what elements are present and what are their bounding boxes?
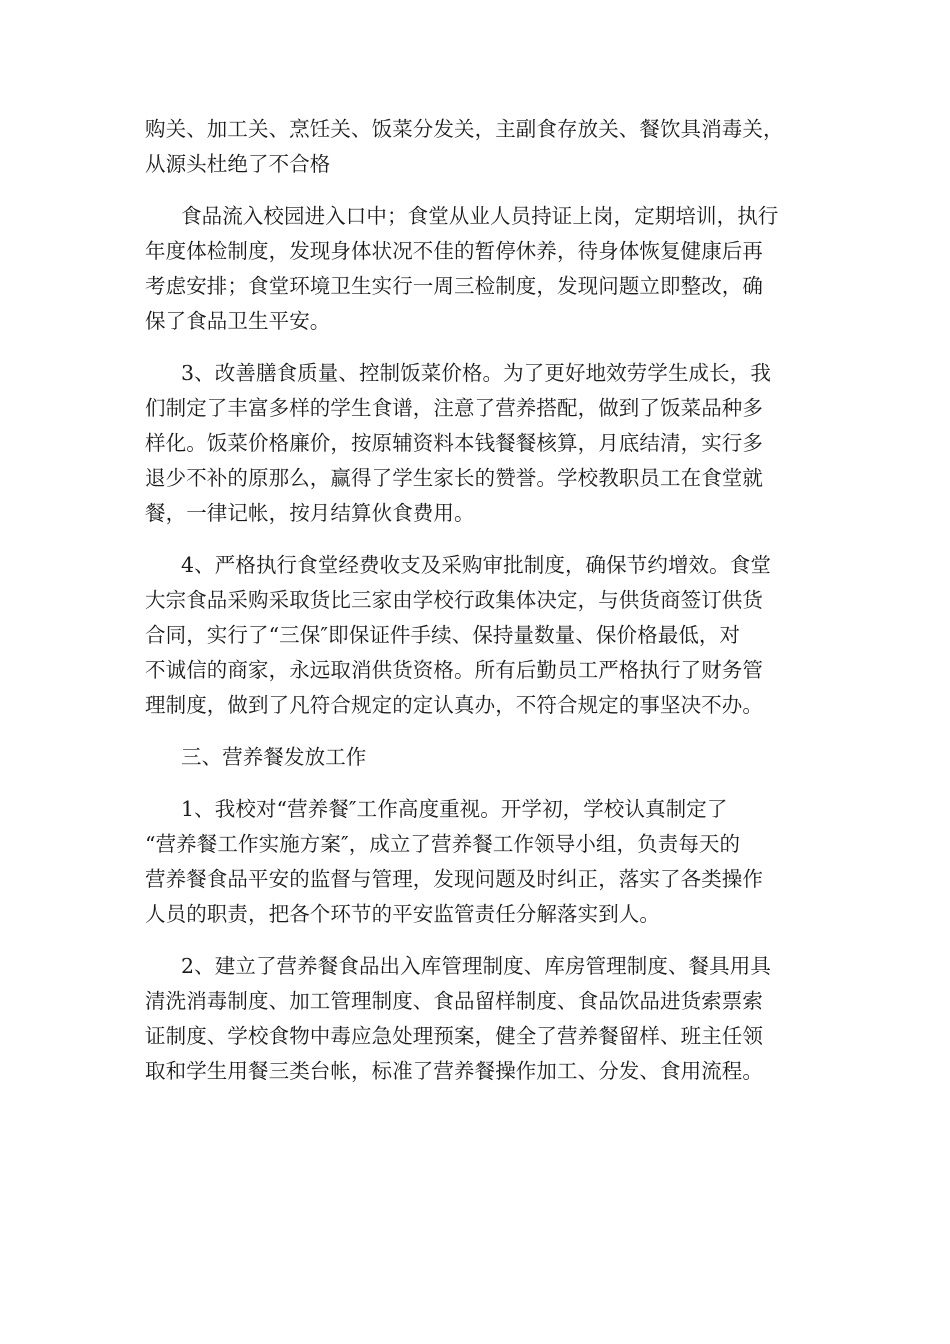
paragraph-4 (145, 548, 807, 723)
text-line: 餐，一律记帐，按月结算伙食费用。 (145, 501, 475, 525)
text-line: 1、我校对“营养餐″工作高度重视。开学初，学校认真制定了 (181, 797, 728, 821)
text-line: 们制定了丰富多样的学生食谱，注意了营养搭配，做到了饭菜品种多 (145, 396, 763, 420)
text-line: 不诚信的商家，永远取消供货资格。所有后勤员工严格执行了财务管 (145, 658, 763, 682)
paragraph-6 (145, 949, 807, 1089)
text-line: 营养餐食品平安的监督与管理，发现问题及时纠正，落实了各类操作 (145, 867, 763, 891)
section-heading (145, 740, 807, 775)
text-line: “营养餐工作实施方案″，成立了营养餐工作领导小组，负责每天的 (145, 832, 741, 856)
heading-line: 三、营养餐发放工作 (181, 745, 367, 769)
paragraph-3 (145, 356, 807, 531)
text-line: 清洗消毒制度、加工管理制度、食品留样制度、食品饮品进货索票索 (145, 989, 763, 1013)
text-line: 退少不补的原那么，赢得了学生家长的赞誉。学校教职员工在食堂就 (145, 466, 763, 490)
text-line: 大宗食品采购采取货比三家由学校行政集体决定，与供货商签订供货 (145, 588, 763, 612)
text-line: 考虑安排；食堂环境卫生实行一周三检制度，发现问题立即整改，确 (145, 274, 763, 298)
text-line: 4、严格执行食堂经费收支及采购审批制度，确保节约增效。食堂 (181, 553, 771, 577)
text-line: 食品流入校园进入口中；食堂从业人员持证上岗，定期培训，执行 (181, 204, 779, 228)
text-line: 理制度，做到了凡符合规定的定认真办，不符合规定的事坚决不办。 (145, 693, 763, 717)
text-line: 证制度、学校食物中毒应急处理预案，健全了营养餐留样、班主任领 (145, 1024, 763, 1048)
text-line: 合同，实行了“三保″即保证件手续、保持量数量、保价格最低，对 (145, 623, 741, 647)
text-line: 购关、加工关、烹饪关、饭菜分发关，主副食存放关、餐饮具消毒关， (145, 117, 784, 141)
text-line: 从源头杜绝了不合格 (145, 152, 331, 176)
text-line: 2、建立了营养餐食品出入库管理制度、库房管理制度、餐具用具 (181, 954, 771, 978)
text-line: 人员的职责，把各个环节的平安监管责任分解落实到人。 (145, 902, 660, 926)
text-line: 样化。饭菜价格廉价，按原辅资料本钱餐餐核算，月底结清，实行多 (145, 431, 763, 455)
text-line: 3、改善膳食质量、控制饭菜价格。为了更好地效劳学生成长，我 (181, 361, 771, 385)
paragraph-1 (145, 112, 807, 182)
paragraph-5 (145, 792, 807, 932)
text-line: 取和学生用餐三类台帐，标准了营养餐操作加工、分发、食用流程。 (145, 1059, 763, 1083)
text-line: 保了食品卫生平安。 (145, 309, 331, 333)
paragraph-2 (145, 199, 807, 339)
text-line: 年度体检制度，发现身体状况不佳的暂停休养，待身体恢复健康后再 (145, 239, 763, 263)
document-page (145, 112, 807, 1106)
